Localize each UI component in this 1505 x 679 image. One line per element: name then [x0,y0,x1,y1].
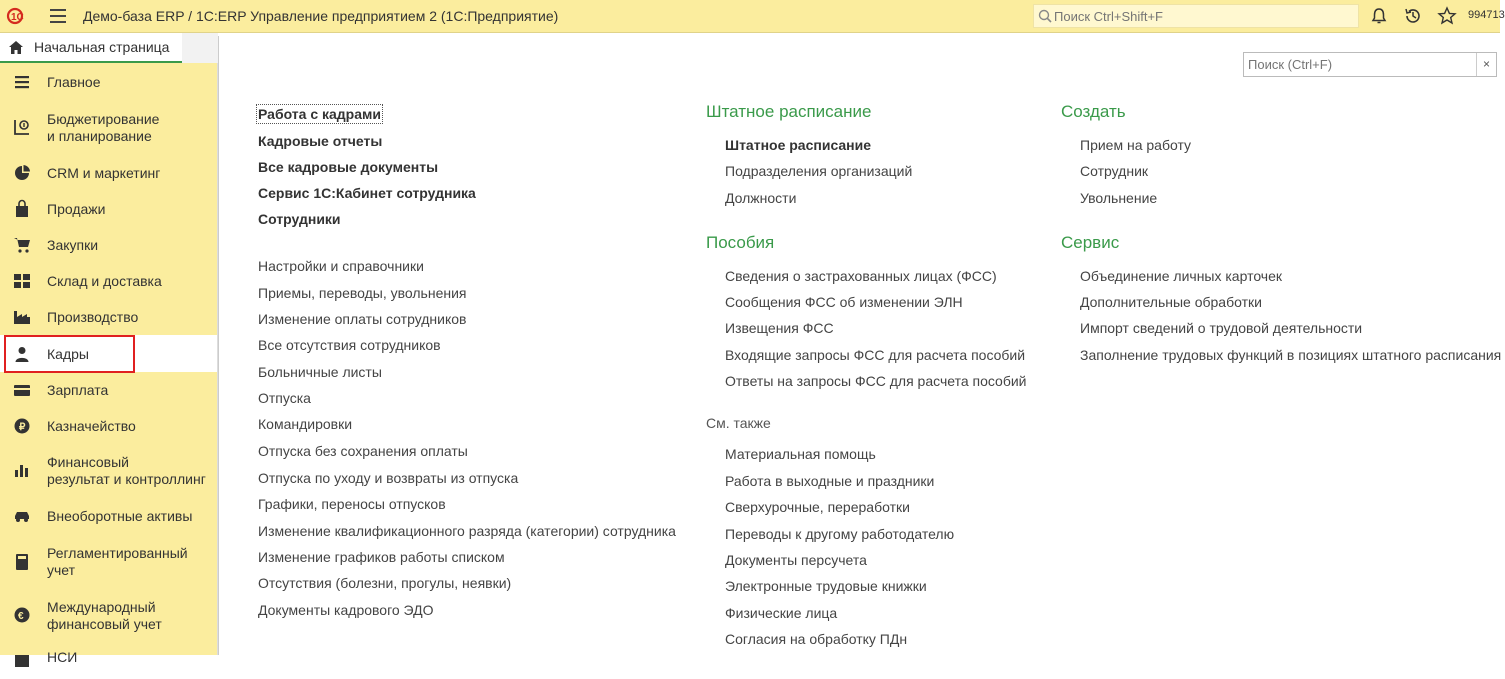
home-icon [9,41,23,54]
link-fss-responses[interactable]: Ответы на запросы ФСС для расчета пособий [725,373,1027,389]
link-parental-leave[interactable]: Отпуска по уходу и возвраты из отпуска [258,470,519,486]
link-pd-consents[interactable]: Согласия на обработку ПДн [725,631,908,647]
calculator-icon [13,553,31,571]
sidebar-item-label: Регламентированный учет [47,545,188,578]
sidebar-item-label: НСИ [47,649,78,665]
logo-text: 1С [11,12,24,23]
link-create-employee[interactable]: Сотрудник [1080,163,1149,179]
link-hr-reports[interactable]: Кадровые отчеты [258,133,383,149]
link-insured-persons[interactable]: Сведения о застрахованных лицах (ФСС) [725,268,997,284]
user-number[interactable]: 994713 [1468,9,1505,21]
sidebar-item-salary[interactable] [0,372,217,408]
link-transfer-to-employer[interactable]: Переводы к другому работодателю [725,526,955,542]
sidebar-item-treasury[interactable] [0,408,217,444]
link-departments[interactable]: Подразделения организаций [725,163,913,179]
sidebar-item-label: Закупки [47,237,99,253]
budget-icon [13,118,31,136]
section-header-staffing: Штатное расписание [706,102,872,121]
sidebar-item-label: Продажи [47,201,106,217]
sidebar-item-label: Международный финансовый учет [47,599,162,632]
form-search-input[interactable] [1248,56,1473,73]
link-qualification-change[interactable]: Изменение квалификационного разряда (категории) сотрудника [258,523,676,539]
link-employee-cabinet-service[interactable]: Сервис 1С:Кабинет сотрудника [258,185,476,201]
global-search-input[interactable] [1054,7,1354,25]
link-positions[interactable]: Должности [725,190,797,206]
star-icon[interactable] [1437,6,1457,26]
card-icon [13,381,31,399]
tab-strip-gray [182,33,218,63]
link-work-with-staff[interactable]: Работа с кадрами [258,106,381,122]
sidebar-item-regulated-accounting[interactable] [0,535,217,589]
link-sick-leaves[interactable]: Больничные листы [258,364,382,380]
sidebar-item-label: Внеоборотные активы [47,508,193,524]
sidebar-item-label: Казначейство [47,418,136,434]
1c-logo-icon[interactable] [6,7,40,25]
link-individuals[interactable]: Физические лица [725,605,838,621]
main-menu-icon[interactable] [50,9,66,23]
link-all-hr-documents[interactable]: Все кадровые документы [258,159,439,175]
sidebar-item-label: Бюджетирование и планирование [47,111,160,144]
sidebar-item-sales[interactable] [0,191,217,227]
sidebar-item-label: Склад и доставка [47,273,162,289]
sidebar-item-main[interactable] [0,64,217,100]
link-work-schedule-change[interactable]: Изменение графиков работы списком [258,549,505,565]
top-bar [0,0,1505,33]
link-hr-edo-documents[interactable]: Документы кадрового ЭДО [258,602,434,618]
sidebar-item-crm[interactable] [0,155,217,191]
bell-icon[interactable] [1369,6,1389,26]
sidebar-item-financial-result[interactable] [0,444,217,497]
link-overtime[interactable]: Сверхурочные, переработки [725,499,910,515]
clear-icon[interactable]: × [1476,53,1496,76]
link-hires-transfers[interactable]: Приемы, переводы, увольнения [258,285,467,301]
coin-icon [13,417,31,435]
link-material-aid[interactable]: Материальная помощь [725,446,876,462]
link-vacations[interactable]: Отпуска [258,390,311,406]
sidebar-item-label: Кадры [47,346,89,362]
link-all-absences[interactable]: Все отсутствия сотрудников [258,337,441,353]
link-fill-labor-functions[interactable]: Заполнение трудовых функций в позициях штатного расписания [1080,347,1502,363]
section-header-create: Создать [1061,102,1126,121]
section-header-benefits: Пособия [706,233,775,252]
app-title: Демо-база ERP / 1С:ERP Управление предприятием 2 (1С:Предприятие) [83,8,559,24]
menu-icon [13,73,31,91]
cart-icon [13,236,31,254]
global-search[interactable] [1033,4,1359,28]
sidebar-item-label: Финансовый результат и контроллинг [47,454,206,487]
link-business-trips[interactable]: Командировки [258,416,353,432]
form-search[interactable] [1243,52,1497,77]
sidebar-item-label: Производство [47,309,139,325]
section-header-see-also: См. также [706,415,771,431]
sidebar-item-label: Главное [47,74,101,90]
sidebar-item-fixed-assets[interactable] [0,497,217,535]
factory-icon [13,308,31,326]
bag-icon [13,200,31,218]
tab-home-label: Начальная страница [34,39,170,55]
sidebar-item-production[interactable] [0,299,217,335]
sidebar-item-budgeting[interactable] [0,101,217,155]
link-additional-processing[interactable]: Дополнительные обработки [1080,294,1262,310]
euro-icon [13,606,31,624]
history-icon[interactable] [1403,6,1423,26]
section-header-service: Сервис [1061,233,1120,252]
link-fss-notices[interactable]: Извещения ФСС [725,320,834,336]
link-employees[interactable]: Сотрудники [258,211,341,227]
search-icon [1038,9,1052,23]
warehouse-icon [13,272,31,290]
link-pay-changes[interactable]: Изменение оплаты сотрудников [258,311,467,327]
sidebar-item-purchases[interactable] [0,227,217,263]
car-icon [13,507,31,525]
link-fss-incoming-requests[interactable]: Входящие запросы ФСС для расчета пособий [725,347,1026,363]
sidebar-item-label: CRM и маркетинг [47,165,161,181]
sidebar-item-international-accounting[interactable] [0,589,217,643]
tab-home[interactable] [0,33,182,63]
link-absences[interactable]: Отсутствия (болезни, прогулы, неявки) [258,575,512,591]
link-electronic-workbooks[interactable]: Электронные трудовые книжки [725,578,927,594]
nsi-icon [13,652,31,670]
link-settings-catalogs[interactable]: Настройки и справочники [258,258,424,274]
link-merge-cards[interactable]: Объединение личных карточек [1080,268,1283,284]
link-vacation-schedules[interactable]: Графики, переносы отпусков [258,496,446,512]
link-weekend-work[interactable]: Работа в выходные и праздники [725,473,935,489]
hr-highlight-frame [4,335,135,373]
sidebar-item-warehouse[interactable] [0,263,217,299]
pie-chart-icon [13,164,31,182]
sidebar-item-label: Зарплата [47,382,109,398]
link-unpaid-leave[interactable]: Отпуска без сохранения оплаты [258,443,468,459]
link-eln-messages[interactable]: Сообщения ФСС об изменении ЭЛН [725,294,963,310]
link-create-dismissal[interactable]: Увольнение [1080,190,1158,206]
link-personnel-docs[interactable]: Документы персучета [725,552,867,568]
link-staffing[interactable]: Штатное расписание [725,137,872,153]
sidebar-item-nsi[interactable] [0,643,217,679]
link-import-work-activity[interactable]: Импорт сведений о трудовой деятельности [1080,320,1363,336]
svg-text:€: € [18,611,24,622]
bar-chart-icon [13,461,31,479]
svg-text:₽: ₽ [19,422,26,433]
link-create-hire[interactable]: Прием на работу [1080,137,1192,153]
